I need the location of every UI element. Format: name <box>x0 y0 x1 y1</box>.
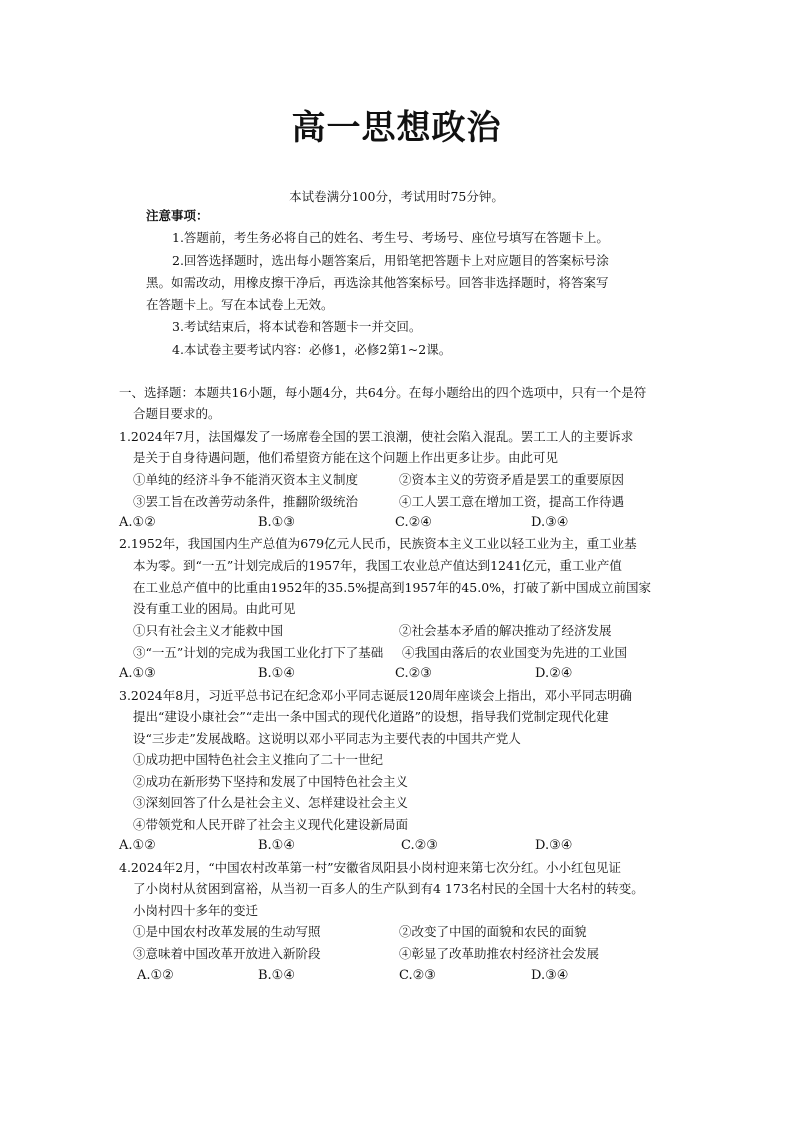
q4-stem-line-3: 小岗村四十多年的变迁 <box>133 903 259 918</box>
q2-option-d[interactable]: D.②④ <box>535 666 573 681</box>
notice-item-2-cont: 黑。如需改动，用橡皮擦干净后，再选涂其他答案标号。回答非选择题时，将答案写 <box>146 275 609 290</box>
q2-stem-line-1: 2.1952年，我国国内生产总值为679亿元人民币，民族资本主义工业以轻工业为主，重工业基 <box>119 536 637 551</box>
notice-heading: 注意事项： <box>146 208 209 223</box>
q4-item-3: ③意味着中国改革开放进入新阶段 <box>133 946 321 961</box>
notice-item-4: 4.本试卷主要考试内容：必修1，必修2第1~2课。 <box>172 342 452 357</box>
q3-stem-line-1: 3.2024年8月，习近平总书记在纪念邓小平同志诞辰120周年座谈会上指出，邓小平同志明确 <box>119 688 633 703</box>
q2-option-c[interactable]: C.②③ <box>395 666 432 681</box>
q4-option-a[interactable]: A.①② <box>137 968 174 983</box>
q2-item-3: ③“一五”计划的完成为我国工业化打下了基础 <box>133 645 384 660</box>
q2-stem-line-2: 本为零。到“一五”计划完成后的1957年，我国工农业总产值达到1241亿元，重工业产值 <box>133 558 622 573</box>
q2-item-4: ④我国由落后的农业国变为先进的工业国 <box>402 645 628 660</box>
q4-option-c[interactable]: C.②③ <box>399 968 436 983</box>
notice-item-3: 3.考试结束后，将本试卷和答题卡一并交回。 <box>172 319 422 334</box>
q3-item-4: ④带领党和人民开辟了社会主义现代化建设新局面 <box>133 817 409 832</box>
q3-item-3: ③深刻回答了什么是社会主义、怎样建设社会主义 <box>133 795 409 810</box>
q3-stem-line-2: 提出“建设小康社会”“走出一条中国式的现代化道路”的设想，指导我们党制定现代化建 <box>133 709 609 724</box>
section-heading-cont: 合题目要求的。 <box>133 406 221 421</box>
q3-option-d[interactable]: D.③④ <box>535 838 573 853</box>
q4-item-4: ④彰显了改革助推农村经济社会发展 <box>399 946 600 961</box>
page-title: 高一思想政治 <box>291 108 502 148</box>
q3-option-c[interactable]: C.②③ <box>401 838 438 853</box>
section-heading: 一、选择题：本题共16小题，每小题4分，共64分。在每小题给出的四个选项中，只有一个是符 <box>119 385 647 400</box>
q4-stem-line-2: 了小岗村从贫困到富裕，从当初一百多人的生产队到有4 173名村民的全国十大名村的转变。 <box>133 881 644 896</box>
q4-option-b[interactable]: B.①④ <box>258 968 295 983</box>
q2-option-a[interactable]: A.①③ <box>119 666 156 681</box>
q3-item-1: ①成功把中国特色社会主义推向了二十一世纪 <box>133 752 384 767</box>
q1-item-4: ④工人罢工意在增加工资，提高工作待遇 <box>399 494 625 509</box>
q4-stem-line-1: 4.2024年2月，“中国农村改革第一村”安徽省凤阳县小岗村迎来第七次分红。小小红包见证 <box>119 860 621 875</box>
q2-stem-line-4: 没有重工业的困局。由此可见 <box>133 601 296 616</box>
exam-intro: 本试卷满分100分，考试用时75分钟。 <box>289 189 504 204</box>
q3-item-2: ②成功在新形势下坚持和发展了中国特色社会主义 <box>133 774 409 789</box>
q1-option-d[interactable]: D.③④ <box>531 515 569 530</box>
notice-item-2-cont2: 在答题卡上。写在本试卷上无效。 <box>146 297 334 312</box>
q1-item-1: ①单纯的经济斗争不能消灭资本主义制度 <box>133 472 359 487</box>
notice-item-1: 1.答题前，考生务必将自己的姓名、考生号、考场号、座位号填写在答题卡上。 <box>172 230 609 245</box>
q4-option-d[interactable]: D.③④ <box>531 968 569 983</box>
q1-stem-line-1: 1.2024年7月，法国爆发了一场席卷全国的罢工浪潮，使社会陷入混乱。罢工工人的主要诉求 <box>119 429 634 444</box>
q4-item-1: ①是中国农村改革发展的生动写照 <box>133 924 321 939</box>
q1-stem-line-2: 是关于自身待遇问题，他们希望资方能在这个问题上作出更多让步。由此可见 <box>133 450 559 465</box>
q3-option-a[interactable]: A.①② <box>119 838 156 853</box>
q1-item-3: ③罢工旨在改善劳动条件，推翻阶级统治 <box>133 494 359 509</box>
q2-option-b[interactable]: B.①④ <box>258 666 295 681</box>
q1-option-b[interactable]: B.①③ <box>258 515 295 530</box>
q1-item-2: ②资本主义的劳资矛盾是罢工的重要原因 <box>399 472 625 487</box>
q3-stem-line-3: 设“三步走”发展战略。这说明以邓小平同志为主要代表的中国共产党人 <box>133 731 521 746</box>
q4-item-2: ②改变了中国的面貌和农民的面貌 <box>399 924 587 939</box>
notice-item-2: 2.回答选择题时，选出每小题答案后，用铅笔把答题卡上对应题目的答案标号涂 <box>172 253 609 268</box>
q1-option-c[interactable]: C.②④ <box>395 515 432 530</box>
q2-item-2: ②社会基本矛盾的解决推动了经济发展 <box>399 623 612 638</box>
q2-stem-line-3: 在工业总产值中的比重由1952年的35.5%提高到1957年的45.0%，打破了新中国成立前国家 <box>133 580 652 595</box>
q3-option-b[interactable]: B.①④ <box>258 838 295 853</box>
q1-option-a[interactable]: A.①② <box>119 515 156 530</box>
q2-item-1: ①只有社会主义才能救中国 <box>133 623 284 638</box>
